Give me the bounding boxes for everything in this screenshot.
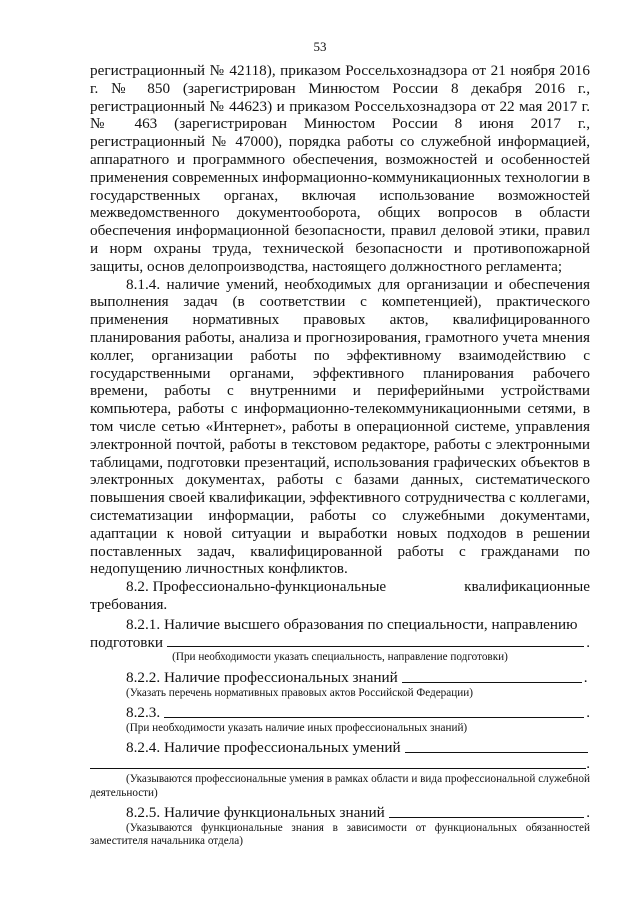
item-8-2-1-text: 8.2.1. Наличие высшего образования по специальности, направлению xyxy=(126,615,578,633)
item-8-2-1-field xyxy=(90,634,590,652)
item-8-2-5-label: 8.2.5. Наличие функциональных знаний xyxy=(126,804,385,822)
note-8-2-5: (Указываются функциональные знания в зависимости от функциональных обязанностей заместителя начальника отдела) xyxy=(90,821,590,848)
section-8-2-heading-left: 8.2. Профессионально-функциональные xyxy=(126,578,387,596)
paragraph-8-1-4: 8.1.4. наличие умений, необходимых для организации и обеспечения выполнения задач (в соответствии с компетенцией), практического применения нормативных правовых актов, квалифицированного планирования работы, анализа и прогнозирования, грамотного учета мнения коллег, организации работы по эффективному взаимодействию с государственными органами, эффективного планирования рабочего времени, работы с внутренними и периферийными устройствами компьютера, работы с информационно-телекоммуникационными сетями, в том числе сетью «Интернет», работы в операционной системе, управления электронной почтой, работы в текстовом редакторе, работы с электронными таблицами, подготовки презентаций, использования графических объектов в электронных документах, работы с базами данных, систематического повышения своей квалификации, эффективного сотрудничества с коллегами, систематизации информации, работы со служебными документами, адаптации к новой ситуации и выработки новых подходов в решении поставленных задач, квалифицированной работы с гражданами по недопущению личностных конфликтов. xyxy=(90,275,590,578)
item-8-2-4-blank-line-2 xyxy=(90,757,590,773)
item-8-2-3-field xyxy=(90,704,590,722)
item-8-2-3-dot: . xyxy=(586,704,590,722)
note-8-2-1: (При необходимости указать специальность, направление подготовки) xyxy=(172,651,508,664)
item-8-2-2-blank xyxy=(402,681,582,683)
item-8-2-2-dot: . xyxy=(583,668,588,686)
item-8-2-5-dot: . xyxy=(586,804,590,822)
item-8-2-4-field xyxy=(90,739,590,757)
note-8-2-3: (При необходимости указать наличие иных профессиональных знаний) xyxy=(126,721,468,734)
section-8-2-heading-tail: требования. xyxy=(90,595,168,613)
item-8-2-5-field xyxy=(90,804,590,822)
page-number: 53 xyxy=(313,39,327,54)
item-8-2-3-label: 8.2.3. xyxy=(126,704,161,722)
note-8-2-4: (Указываются профессиональные умения в рамках области и вида профессиональной служебной деятельности) xyxy=(90,773,590,799)
item-8-2-1-label: подготовки xyxy=(90,633,163,651)
section-8-2-heading-right: квалификационные xyxy=(464,578,590,596)
item-8-2-4-label: 8.2.4. Наличие профессиональных умений xyxy=(126,739,401,757)
item-8-2-4-dot: . xyxy=(586,755,590,773)
item-8-2-5-blank xyxy=(389,816,584,818)
paragraph-continuation: регистрационный № 42118), приказом Россельхознадзора от 21 ноября 2016 г. № 850 (зарегистрирован Минюстом России 8 декабря 2016 г., регистрационный № 44623) и приказом Россельхознадзора от 22 мая 2017 г. № 463 (зарегистрирован Минюстом России 8 июня 2017 г., регистрационный № 47000), порядка работы со служебной информацией, аппаратного и программного обеспечения, возможностей и особенностей применения современных информационно-коммуникационных технологии в государственных органах, включая использование возможностей межведомственного документооборота, общих вопросов в области обеспечения информационной безопасности, правил деловой этики, правил и норм охраны труда, технической безопасности и противопожарной защиты, основ делопроизводства, настоящего должностного регламента; xyxy=(90,62,590,275)
item-8-2-1-blank xyxy=(167,645,584,647)
item-8-2-1-dot: . xyxy=(586,633,590,651)
note-8-2-2: (Указать перечень нормативных правовых актов Российской Федерации) xyxy=(126,686,473,699)
item-8-2-4-blank xyxy=(405,751,588,753)
item-8-2-3-blank xyxy=(164,716,584,718)
item-8-2-2-label: 8.2.2. Наличие профессиональных знаний xyxy=(126,668,398,686)
section-8-2-heading xyxy=(90,578,590,596)
item-8-2-2-field xyxy=(90,669,590,687)
document-body xyxy=(90,62,590,849)
